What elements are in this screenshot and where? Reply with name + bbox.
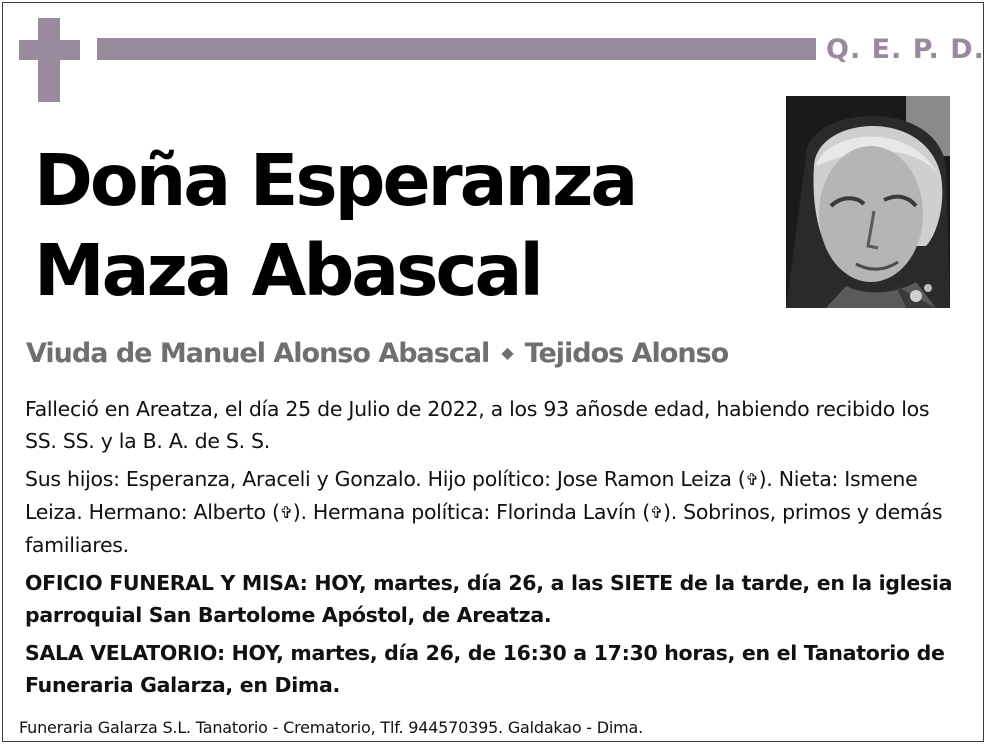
diamond-separator-icon: ◆ (501, 343, 513, 362)
qepd-label: Q. E. P. D. (826, 34, 985, 65)
subtitle-widow-of: Viuda de Manuel Alonso Abascal (26, 338, 490, 369)
deceased-name (34, 136, 635, 316)
family-paragraph: Sus hijos: Esperanza, Araceli y Gonzalo. Hijo político: Jose Ramon Leiza (✞). Nieta: Ismene Leiza. Hermano: Alberto (✞). Hermana política: Florinda Lavín (✞). Sobrinos, primos y demás familiares. (25, 467, 943, 557)
wake-paragraph: SALA VELATORIO: HOY, martes, día 26, de 16:30 a 17:30 horas, en el Tanatorio de Funeraria Galarza, en Dima. (25, 641, 945, 697)
funeral-paragraph: OFICIO FUNERAL Y MISA: HOY, martes, día 26, a las SIETE de la tarde, en la iglesia parroquial San Bartolome Apóstol, de Areatza. (25, 571, 953, 627)
cross-symbol-icon: ✞ (279, 503, 293, 522)
subtitle (26, 338, 728, 369)
cross-icon-bar (19, 40, 80, 60)
cross-symbol-icon: ✞ (745, 470, 759, 489)
cross-icon (38, 18, 60, 102)
deceased-name-line1: Doña Esperanza (34, 139, 636, 222)
header-rule (97, 38, 816, 60)
notice-body (25, 393, 965, 707)
death-paragraph: Falleció en Areatza, el día 25 de Julio de 2022, a los 93 añosde edad, habiendo recibido los SS. SS. y la B. A. de S. S. (25, 397, 930, 453)
cross-symbol-icon: ✞ (649, 503, 664, 522)
portrait-photo (786, 96, 950, 308)
subtitle-business: Tejidos Alonso (524, 338, 729, 369)
footer-funeral-home: Funeraria Galarza S.L. Tanatorio - Crematorio, Tlf. 944570395. Galdakao - Dima. (19, 718, 643, 737)
deceased-name-line2: Maza Abascal (34, 229, 541, 312)
